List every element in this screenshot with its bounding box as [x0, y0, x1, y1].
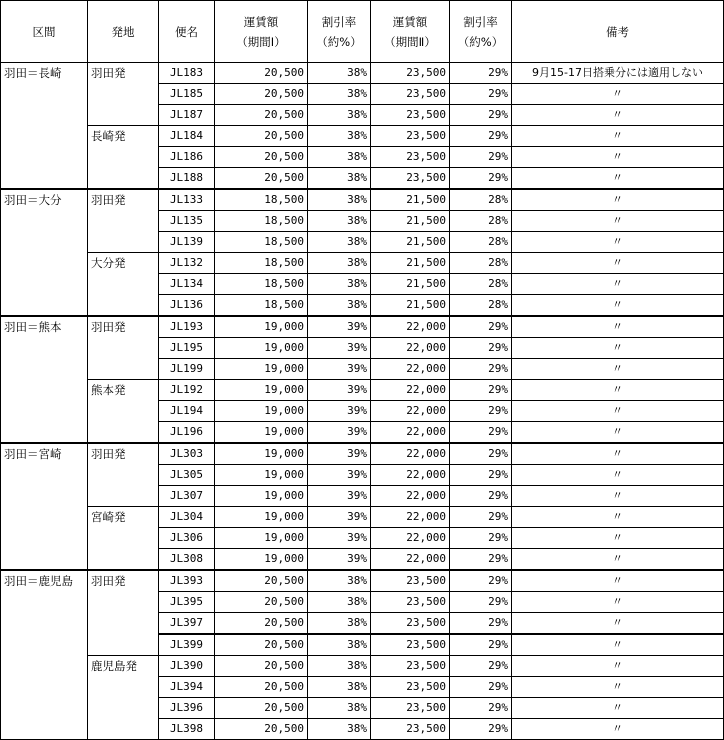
discount1: 38% [308, 168, 371, 190]
remarks-cell: 〃 [512, 295, 724, 317]
discount1: 39% [308, 528, 371, 549]
flight-number: JL397 [159, 613, 215, 635]
discount1: 38% [308, 656, 371, 677]
remarks-cell: 〃 [512, 549, 724, 571]
remarks-cell: 〃 [512, 656, 724, 677]
fare-period1: 20,500 [215, 719, 308, 740]
header-origin: 発地 [88, 1, 159, 63]
origin-cell: 鹿児島発 [88, 656, 159, 740]
fare-period1: 20,500 [215, 677, 308, 698]
fare-period1: 19,000 [215, 401, 308, 422]
fare-period2: 21,500 [371, 274, 450, 295]
remarks-cell: 〃 [512, 168, 724, 190]
discount1: 39% [308, 359, 371, 380]
remarks-cell: 〃 [512, 147, 724, 168]
discount2: 28% [450, 211, 512, 232]
flight-number: JL390 [159, 656, 215, 677]
fare-period2: 23,500 [371, 105, 450, 126]
discount2: 29% [450, 380, 512, 401]
table-row [1, 507, 724, 528]
remarks-cell: 〃 [512, 634, 724, 656]
fare-period1: 20,500 [215, 63, 308, 84]
table-row [1, 443, 724, 465]
remarks-cell: 〃 [512, 211, 724, 232]
fare-period1: 20,500 [215, 656, 308, 677]
discount1: 39% [308, 422, 371, 444]
flight-number: JL193 [159, 316, 215, 338]
fare-period1: 19,000 [215, 380, 308, 401]
flight-number: JL185 [159, 84, 215, 105]
remarks-cell: 〃 [512, 528, 724, 549]
discount2: 29% [450, 84, 512, 105]
flight-number: JL133 [159, 189, 215, 211]
flight-number: JL307 [159, 486, 215, 507]
fare-period2: 23,500 [371, 147, 450, 168]
fare-period1: 19,000 [215, 507, 308, 528]
remarks-cell: 〃 [512, 253, 724, 274]
discount2: 29% [450, 719, 512, 740]
remarks-cell: 〃 [512, 443, 724, 465]
discount1: 39% [308, 465, 371, 486]
remarks-cell: 〃 [512, 570, 724, 592]
header-row [1, 1, 724, 63]
flight-number: JL306 [159, 528, 215, 549]
remarks-cell: 〃 [512, 232, 724, 253]
fare-period1: 19,000 [215, 316, 308, 338]
discount2: 29% [450, 528, 512, 549]
flight-number: JL187 [159, 105, 215, 126]
fare-period2: 21,500 [371, 295, 450, 317]
origin-cell: 羽田発 [88, 316, 159, 380]
flight-number: JL195 [159, 338, 215, 359]
fare-period1: 18,500 [215, 253, 308, 274]
fare-period1: 19,000 [215, 486, 308, 507]
header-section: 区間 [1, 1, 88, 63]
discount1: 38% [308, 84, 371, 105]
discount1: 38% [308, 719, 371, 740]
route-cell: 羽田＝熊本 [1, 316, 88, 443]
discount2: 29% [450, 507, 512, 528]
remarks-cell: 〃 [512, 422, 724, 444]
fare-period2: 22,000 [371, 443, 450, 465]
discount2: 29% [450, 126, 512, 147]
header-fare-period2: 運賃額 （期間Ⅱ） [371, 1, 450, 63]
header-flight: 便名 [159, 1, 215, 63]
discount1: 38% [308, 634, 371, 656]
fare-period2: 22,000 [371, 316, 450, 338]
fare-period1: 20,500 [215, 613, 308, 635]
origin-cell: 大分発 [88, 253, 159, 317]
discount2: 29% [450, 677, 512, 698]
discount1: 38% [308, 592, 371, 613]
discount1: 39% [308, 401, 371, 422]
route-cell: 羽田＝宮崎 [1, 443, 88, 570]
remarks-cell: 〃 [512, 592, 724, 613]
discount2: 29% [450, 549, 512, 571]
fare-period2: 23,500 [371, 656, 450, 677]
origin-cell: 長崎発 [88, 126, 159, 190]
origin-cell: 羽田発 [88, 63, 159, 126]
flight-number: JL184 [159, 126, 215, 147]
fare-period2: 23,500 [371, 168, 450, 190]
fare-period2: 23,500 [371, 592, 450, 613]
route-cell: 羽田＝大分 [1, 189, 88, 316]
discount2: 28% [450, 295, 512, 317]
fare-period2: 23,500 [371, 698, 450, 719]
flight-number: JL199 [159, 359, 215, 380]
discount1: 39% [308, 316, 371, 338]
fare-period1: 18,500 [215, 232, 308, 253]
discount1: 38% [308, 105, 371, 126]
remarks-cell: 〃 [512, 401, 724, 422]
fare-period1: 20,500 [215, 147, 308, 168]
remarks-cell: 〃 [512, 486, 724, 507]
table-row [1, 656, 724, 677]
fare-period2: 22,000 [371, 359, 450, 380]
discount2: 29% [450, 359, 512, 380]
fare-period2: 23,500 [371, 63, 450, 84]
fare-period1: 20,500 [215, 168, 308, 190]
discount1: 39% [308, 443, 371, 465]
fare-period1: 19,000 [215, 338, 308, 359]
fare-period2: 23,500 [371, 126, 450, 147]
fare-period1: 18,500 [215, 295, 308, 317]
origin-cell: 熊本発 [88, 380, 159, 444]
remarks-cell: 〃 [512, 84, 724, 105]
discount2: 29% [450, 147, 512, 168]
fare-period2: 21,500 [371, 189, 450, 211]
fare-period1: 19,000 [215, 549, 308, 571]
table-row [1, 189, 724, 211]
remarks-cell: 〃 [512, 380, 724, 401]
discount2: 29% [450, 613, 512, 635]
fare-period2: 23,500 [371, 719, 450, 740]
header-discount2: 割引率 （約%） [450, 1, 512, 63]
fare-period2: 22,000 [371, 465, 450, 486]
discount1: 38% [308, 570, 371, 592]
fare-period2: 21,500 [371, 232, 450, 253]
fare-period2: 23,500 [371, 634, 450, 656]
discount1: 38% [308, 63, 371, 84]
table-row [1, 380, 724, 401]
flight-number: JL308 [159, 549, 215, 571]
flight-number: JL139 [159, 232, 215, 253]
flight-number: JL136 [159, 295, 215, 317]
origin-cell: 羽田発 [88, 443, 159, 507]
table-row [1, 253, 724, 274]
discount2: 29% [450, 105, 512, 126]
flight-number: JL135 [159, 211, 215, 232]
discount1: 38% [308, 295, 371, 317]
discount2: 29% [450, 465, 512, 486]
fare-period2: 22,000 [371, 507, 450, 528]
fare-period1: 20,500 [215, 592, 308, 613]
table-row [1, 63, 724, 84]
flight-number: JL194 [159, 401, 215, 422]
discount2: 29% [450, 422, 512, 444]
flight-number: JL399 [159, 634, 215, 656]
remarks-cell: 〃 [512, 465, 724, 486]
route-cell: 羽田＝長崎 [1, 63, 88, 190]
discount1: 38% [308, 147, 371, 168]
discount2: 29% [450, 168, 512, 190]
fare-period1: 18,500 [215, 211, 308, 232]
discount1: 38% [308, 253, 371, 274]
header-discount1: 割引率 （約%） [308, 1, 371, 63]
discount1: 39% [308, 549, 371, 571]
discount2: 29% [450, 401, 512, 422]
fare-period2: 21,500 [371, 253, 450, 274]
discount2: 29% [450, 592, 512, 613]
fare-period2: 22,000 [371, 486, 450, 507]
remarks-cell: 〃 [512, 677, 724, 698]
discount1: 39% [308, 507, 371, 528]
origin-cell: 羽田発 [88, 570, 159, 656]
remarks-cell: 〃 [512, 613, 724, 635]
route-cell: 羽田＝鹿児島 [1, 570, 88, 740]
remarks-cell: 〃 [512, 359, 724, 380]
discount2: 29% [450, 486, 512, 507]
fare-period2: 22,000 [371, 422, 450, 444]
flight-number: JL396 [159, 698, 215, 719]
fare-table-body [1, 63, 724, 740]
header-remarks: 備考 [512, 1, 724, 63]
flight-number: JL305 [159, 465, 215, 486]
discount2: 29% [450, 656, 512, 677]
remarks-cell: 〃 [512, 126, 724, 147]
fare-period2: 23,500 [371, 613, 450, 635]
fare-period2: 22,000 [371, 380, 450, 401]
flight-number: JL394 [159, 677, 215, 698]
flight-number: JL186 [159, 147, 215, 168]
flight-number: JL132 [159, 253, 215, 274]
discount2: 29% [450, 634, 512, 656]
flight-number: JL393 [159, 570, 215, 592]
discount1: 38% [308, 189, 371, 211]
discount1: 38% [308, 698, 371, 719]
table-row [1, 126, 724, 147]
discount1: 39% [308, 338, 371, 359]
flight-number: JL304 [159, 507, 215, 528]
fare-period2: 22,000 [371, 338, 450, 359]
fare-period2: 23,500 [371, 570, 450, 592]
remarks-cell: 〃 [512, 698, 724, 719]
fare-period1: 20,500 [215, 84, 308, 105]
flight-number: JL192 [159, 380, 215, 401]
discount1: 38% [308, 126, 371, 147]
discount2: 29% [450, 698, 512, 719]
header-fare-period1: 運賃額 （期間Ⅰ） [215, 1, 308, 63]
fare-period2: 22,000 [371, 549, 450, 571]
discount2: 28% [450, 189, 512, 211]
remarks-cell: 9月15-17日搭乗分には適用しない [512, 63, 724, 84]
discount2: 28% [450, 232, 512, 253]
flight-number: JL188 [159, 168, 215, 190]
discount2: 29% [450, 316, 512, 338]
discount2: 28% [450, 274, 512, 295]
fare-period1: 18,500 [215, 189, 308, 211]
fare-period1: 19,000 [215, 528, 308, 549]
fare-period1: 20,500 [215, 105, 308, 126]
fare-period2: 21,500 [371, 211, 450, 232]
remarks-cell: 〃 [512, 719, 724, 740]
discount2: 29% [450, 63, 512, 84]
fare-period1: 20,500 [215, 570, 308, 592]
fare-period1: 19,000 [215, 422, 308, 444]
fare-period2: 22,000 [371, 401, 450, 422]
remarks-cell: 〃 [512, 189, 724, 211]
fare-period2: 22,000 [371, 528, 450, 549]
remarks-cell: 〃 [512, 274, 724, 295]
remarks-cell: 〃 [512, 105, 724, 126]
discount1: 38% [308, 677, 371, 698]
discount1: 38% [308, 232, 371, 253]
discount1: 38% [308, 211, 371, 232]
flight-number: JL303 [159, 443, 215, 465]
table-row [1, 316, 724, 338]
discount2: 29% [450, 443, 512, 465]
flight-number: JL398 [159, 719, 215, 740]
flight-number: JL196 [159, 422, 215, 444]
discount2: 28% [450, 253, 512, 274]
fare-period1: 20,500 [215, 634, 308, 656]
discount1: 39% [308, 486, 371, 507]
fare-period1: 18,500 [215, 274, 308, 295]
flight-number: JL134 [159, 274, 215, 295]
remarks-cell: 〃 [512, 316, 724, 338]
remarks-cell: 〃 [512, 507, 724, 528]
table-row [1, 570, 724, 592]
fare-period1: 20,500 [215, 698, 308, 719]
fare-period2: 23,500 [371, 84, 450, 105]
flight-number: JL395 [159, 592, 215, 613]
fare-period1: 20,500 [215, 126, 308, 147]
discount1: 38% [308, 613, 371, 635]
fare-period1: 19,000 [215, 465, 308, 486]
fare-period2: 23,500 [371, 677, 450, 698]
discount1: 39% [308, 380, 371, 401]
origin-cell: 羽田発 [88, 189, 159, 253]
discount2: 29% [450, 570, 512, 592]
discount2: 29% [450, 338, 512, 359]
discount1: 38% [308, 274, 371, 295]
fare-period1: 19,000 [215, 443, 308, 465]
remarks-cell: 〃 [512, 338, 724, 359]
flight-number: JL183 [159, 63, 215, 84]
fare-period1: 19,000 [215, 359, 308, 380]
origin-cell: 宮崎発 [88, 507, 159, 571]
